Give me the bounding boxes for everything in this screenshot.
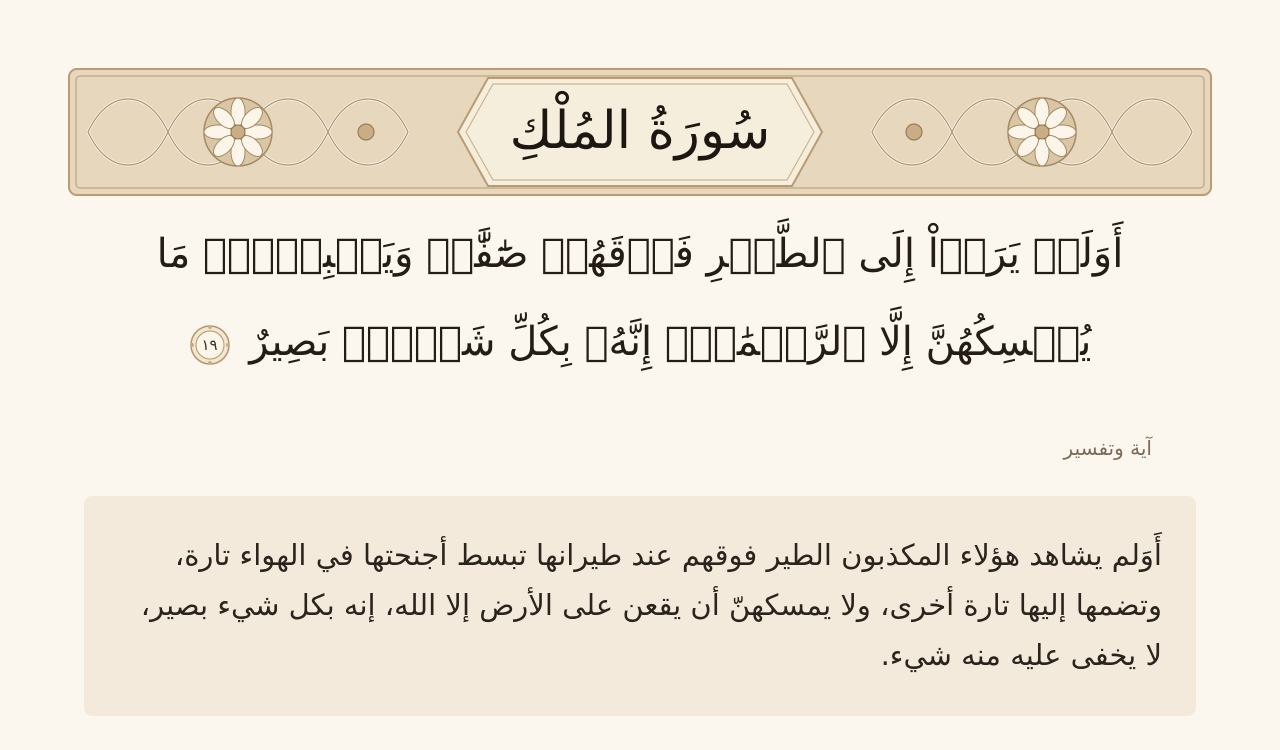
ayah-number: ١٩: [201, 336, 218, 354]
ayah-number-marker: [189, 324, 231, 366]
surah-title: سُورَةُ المُلْكِ: [509, 101, 771, 161]
tafsir-text: أَوَلم يشاهد هؤلاء المكذبون الطير فوقهم عند طيرانها تبسط أجنحتها في الهواء تارة، وتضمها إليها تارة أخرى، ولا يمسكهنّ أن يقعن على الأرض إلا الله، إنه بكل شيء بصير، لا يخفى عليه منه شيء.: [140, 538, 1162, 672]
surah-banner: [68, 68, 1212, 196]
quran-verse: [70, 210, 1210, 386]
tafsir-card: [84, 496, 1196, 716]
verse-text: أَوَلَمۡ يَرَوۡاْ إِلَى ٱلطَّيۡرِ فَوۡقَهُمۡ صَٰٓفَّٰتٖ وَيَقۡبِضۡنَۚ مَا يُمۡسِكُهُنَّ إِلَّا ٱلرَّحۡمَٰنُۚ إِنَّهُۥ بِكُلِّ شَيۡءِۭ بَصِيرٌ: [156, 231, 1124, 365]
section-label: آية وتفسير: [1063, 436, 1152, 460]
